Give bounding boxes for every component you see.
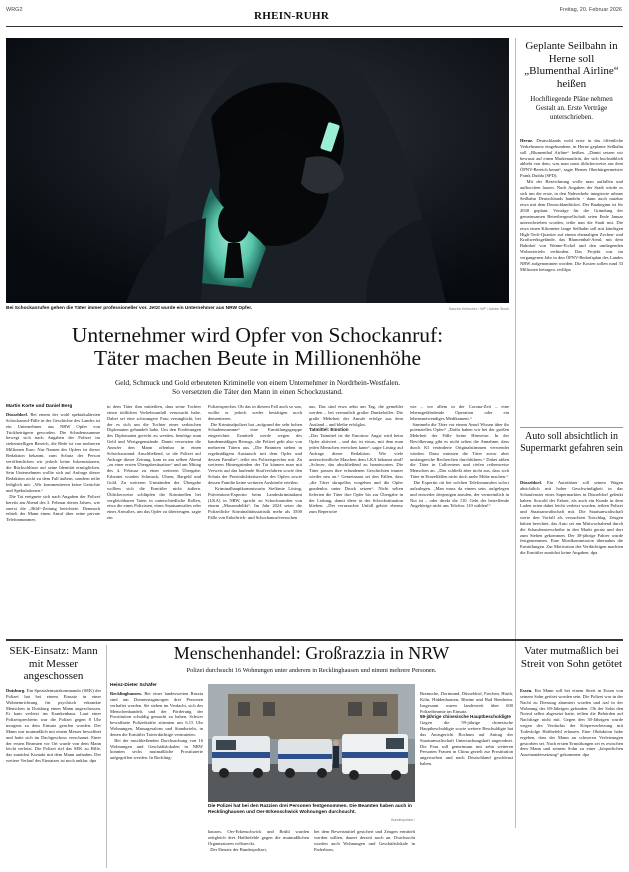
- main-col-1: Düsseldorf. Bei einem der wohl spektakulärsten Schockanruf-Fälle in der Geschichte des Landes ist ein Unternehmer aus NRW Opfer von Trickbetrügern geworden. Die Schadenssumme bewegt sich nach Angaben der Polizei im siebenstelligen Bereich, die Rede ist von mehreren Millionen Euro. Nur Namen des Opfers ist dieser Redaktion bekannt, zum Schutz der Person veröffentlichen wir jedoch keine Informationen, die Rückschlüsse auf seine Identität ermöglichen. Sein Unternehmen wollte sich auf Anfrage dieser Redaktion nicht zu dem Fall äußern, sondern teilte lediglich mit: „Wir kommentieren keine Gerüchte und Spekulationen.“ Die Tat ereignete sich nach Angaben der Polizei bereits am Abend des 3. Februar dieses Jahres, wie zuerst die „Bild“-Zeitung berichtete. Demnach erhielt der Mann einen Anruf über seine private Telefonnummer,: [6, 412, 100, 523]
- seilbahn-headline: Geplante Seilbahn in Herne soll „Blumenthal Airline“ heißen: [524, 40, 619, 90]
- razzia-photo-caption: Die Polizei hat bei den Razzien drei Personen festgenommen. Die Beamten haben auch in Recklinghausen und Oer-Erkenschwick Wohnungen durchsucht.: [208, 804, 412, 816]
- supermarket-headline: Auto soll absichtlich in Supermarkt gefahren sein: [520, 431, 623, 454]
- razzia-byline: Heinz-Dieter Schäfer: [110, 683, 157, 688]
- sidebar-divider: [515, 38, 516, 828]
- police-vans-illustration: [208, 684, 415, 802]
- bottom-rule: [6, 639, 623, 641]
- main-subhead: Geld, Schmuck und Gold erbeuteten Kriminelle von einem Unternehmer in Nordrhein-Westfalen. So versetzten die Täter den Mann in einen Schockzustand.: [114, 378, 401, 397]
- sidebar-rule: [520, 427, 623, 428]
- main-col-3: Polizeisprecher. Ob das in diesem Fall auch so war, wollte er jedoch weder bestätigen noch dementieren. Die Kriminalpolizei hat „aufgrund der sehr hohen Schadenssumme“ eine Ermittlungsgruppe eingerichtet. Ermittelt werde wegen des bandenmäßigen Betrugs, die Polizei geht also von mehreren Tätern aus. „Die Beamten stehen in regelmäßigem Austausch mit dem Opfer und dessen Familie“, teilte ein Polizeisprecher mit. Zu weiteren Hintergründen der Tat können man mit Verweis auf das laufende Strafverfahren sowie den Schutz der Persönlichkeitsrechte des Opfers sowie dessen Familie keine weiteren Auskünfte erteilen. Kriminalhauptkommissarin Steffanie Lösing, Präventions-Expertin beim Landeskriminalamt (LKA) in NRW, spricht zu Schockanrufen von einem „Massendelikt“. Im Jahr 2024 seien die Polizeiliche Kriminalitätsstatistik mehr als 3500 Fälle von Enkeltrick- und Schockanrufversuchen: [208, 404, 302, 521]
- seilbahn-subhead: Hochfliegende Pläne nehmen Gestalt an. Erste Verträge unterschrieben.: [530, 95, 613, 121]
- photo-caption: Bei Schockanrufen gehen die Täter immer professioneller vor. Jetzt wurde ein Unternehmer aus NRW Opfer.: [6, 306, 253, 311]
- razzia-col-3: bei dem Beweismittel gesichert und Zeugen ermittelt werden sollten, dauert derzeit noch an. Durchsucht wurden auch Wohnungen und Geschäftslokale in Paderborn,: [314, 829, 415, 852]
- hero-photo: [6, 38, 509, 303]
- supermarket-body: Düsseldorf. Ein Autofahrer soll seinen Wagen absichtlich mit hoher Geschwindigkeit in das Schaufenster eines Supermarktes in Düsseldorf gelenkt haben. Sowohl der Fahrer, als auch ein Kunde in dem Laden seien dabei leicht verletzt worden, teilten Polizei und Staatsanwaltschaft mit. Die Staatsanwaltschaft werte den Vorfall als versuchten Totschlag. Zeugen hätten berichtet, das Auto sei am Mittwochabend durch die Schaufensterscheibe in den Markt gerast und dort zum Stehen gekommen. Der 38-jährige Fahrer wurde festgenommen. Eine Mordkommission übernahm die Ermittlungen. Zur Motivation des Verdächtigen machten die Ermittler zunächst keine Angaben. dpa: [520, 480, 623, 556]
- sek-headline: SEK-Einsatz: Mann mit Messer angeschossen: [9, 645, 98, 682]
- father-headline: Vater mutmaßlich bei Streit von Sohn getötet: [520, 645, 623, 670]
- main-col-2: in dem Täter ihm mitteilten, dass seine Tochter einen tödlichen Verkehrsunfall verursacht habe. Dabei sei eine schwangere Frau verunglückt, bei der es sich um die Tochter eines serbischen Diplomaten gehandelt habe. Um den Forderungen des Diplomaten gerecht zu werden, benötige man Geld und Wertgegenstände. Damit versetzten die Anrufer den Mann offenbar in einen Schockzustand. Anschließend, so die Polizei auf Anfrage dieser Zeitung, kam es am selben Abend „zu einer ersten Übergabesituation“ und am Mittag des 4. Februar zu einer weiteren Übergabe. Erbeutet wurden Schmuck, Uhren, Bargeld und Gold. Zu weiteren Umständen der Übergabe wollten sich die Ermittler nicht äußern. Üblicherweise schlüpfen die Kriminellen bei vergleichbaren Taten in unterschiedliche Rollen, etwa die eines Polizisten, eines Staatsanwaltes oder eines Anwaltes, um das Opfer zu überzeugen, sagte ein: [107, 404, 201, 521]
- razzia-subhead: Polizei durchsucht 16 Wohnungen unter anderem in Recklinghausen und nimmt mehrere Personen.: [186, 667, 437, 674]
- main-col-5: wie – vor allem in der Corona-Zeit – eine lebensgefährdende Operation oder ein lebensnotwendiges Medikament.“ Sammeln die Täter vor einem Anruf Wissen über ihr potenzielles Opfer? „Dafür haben wir bei der großen Mehrheit der Fälle keine Hinweise. In der Bevölkerung gibt es nicht selten die Annahme, dass durch KI veränderte Originalstimmen verwendet würden. Dazu müssten die Täter zuvor aber umfangreiche Recherchen durchführen.“ Dabei säßen die Täter in Callcentern und riefen reihenweise Menschen an. „Das schließt aber nicht aus, dass sich Täter in Einzelfällen nicht doch mehr Mühe machen.“ Die Expertin rät bei solchen Telefonanrufen sofort aufzulegen. „Man muss da einem sein, aufgelegen und entweder denjenigen anrufen, der vermeintlich in Not ist – oder direkt die 110. Geht der betreffende Angehörige nicht ans Telefon: 110 wählen!“: [410, 404, 509, 509]
- razzia-col-1: Recklinghausen. Bei einer landesweiten Razzia sind am Donnerstagmorgen drei Personen verhaftet worden. Sie stehen im Verdacht, sich des Menschenhandels und der Förderung der Prostitution schuldig gemacht zu haben. Schwer bewaffnete Polizeikräfte stürmten um 6.15 Uhr Wohnungen, Massagesalons und Standorteln, in denen die Ermittler Tatverdächtige vermuteten. Bei der anschließenden Durchsuchung von 16 Wohnungen und Geschäftslokalen in NRW konnten sechs mutmaßliche Prostituierte aufgegriffen werden. In Reckling-: [110, 691, 203, 761]
- sek-body: Duisburg. Ein Spezialeinsatzkommando (SEK) der Polizei hat bei einem Einsatz in einer Wohneinrichtung für psychisch erkrankte Menschen in Duisburg einen Mann angeschossen. Er kam verletzt ins Krankenhaus. Laut einer Polizeisprecherin war die Polizei gegen 8 Uhr morgens zu dem Einsatz gerufen worden. Der Mann war mutmaßlich mit einem Messer bewaffnet und hatte sich im Dachgeschoss verschanzt. Einer der ersten Beamten vor Ort wurde von dem Mann leicht verletzt. Die Polizei rief das SEK zu Hilfe, das zunächst Kontakt mit dem Mann aufnahm. Der weitere Verlauf des Einsatzes ist noch unklar. dpa: [6, 688, 101, 764]
- date: Freitag, 20. Februar 2026: [559, 7, 622, 13]
- father-body: Essen. Ein Mann soll bei einem Streit in Essen von seinem Sohn getötet worden sein. Die Polizei war in der Nacht zu Dienstag alarmiert worden und traf in der Wohnung des 69-Jährigen gefunden. Ob der Sohn den Notruf selbst abgesetzt hatte, teilten die Behörden auf Nachfrage nicht mit. Gegen den 30-Jährigen wurde wegen des Verdachts der Körperverletzung mit Todesfolge Haftbefehl erlassen. Eine Obduktion habe ergeben, dass der Mann an schweren Verletzungen gestorben sei. Nach ersten Ermittlungen sei es zwischen dem Mann und seinem Sohn zu einer „körperlichen Auseinandersetzung“ gekommen. dpa: [520, 688, 623, 758]
- section-title: RHEIN-RUHR: [254, 10, 330, 22]
- page-code: WRG2: [6, 7, 23, 13]
- razzia-photo: [208, 684, 415, 802]
- main-col-4: aus. Das sind etwa zehn am Tag, die gemeldet werden – bei vermutlich großer Dunkelziffer. Die große Mehrheit der Anrufe erfolge aus dem Ausland – und bleibe erfolglos. Tatmittel: Emotion „Das Tatmittel ist die Emotion: Angst wird beim Opfer aktiviert – und das ist etwas, mit dem man jeden Menschen erreichen kann“, sagte Lösing auf Anfrage dieser Redaktion. Wie viele unterschiedliche Maschen dem LKA bekannt sind? „Schwer, das abschließend zu beantworten. Die Täter passen ihre erfundenen Geschichten immer wieder neu an.“ Gemeinsam sei den Fällen, dass „die Täter skrupellos vorgehen und die Opfer gnadenlos unter Druck setzen“. Nicht selten lieferten die Täter ihre Opfer bis zur Übergabe in der Leitung, damit diese in der Schockstituation blieben. „Der verursachte Unfall gehört ebenso zum Repertoire: [309, 404, 403, 515]
- razzia-col-2: hausen, Oer-Erkenschwick und Brühl wurden zeitgleich drei Haftbefehle gegen die mutmaßlichen Organisatoren vollstreckt. Der Einsatz der Bundespolizei,: [208, 829, 309, 852]
- seilbahn-body: Herne. Deutschlands wohl erste in das öffentliche Verkehrsnetz eingebundene, in Herne geplante Seilbahn soll „Blumenthal Airline“ heißen. „Damit setzen wir bewusst auf einen Markenauftritt, der sich buchstäblich abhebt von dem, was man sonst üblicherweise aus dem ÖPNV-Bereich kennt“, sagte Hernes Oberbürgermeister Frank Dudda (SPD). Mit der Bezeichnung wolle man auffallen und aufhorchen lassen. Nach Angaben der Stadt würde es sich um die erste, in den Nahverkehr integrierte urbane Seilbahn Deutschlands handeln - dann auch nutzbar etwa mit dem Deutschlandticket. Der Baubeginn ist für 2030 geplant. Verträge für die Gründung der gemeinsamen Betreibergesellschaft seien Ende Januar unterschrieben worden, teilte nun die Stadt mit. Die etwa einen Kilometer lange Seilbahn soll mit künftigen High-Tech-Quartier auf einem ehemaligen Zechen- und Kraftwerksgelände, das Blumenthal-Areal, mit dem Bahnhof von Wanne-Eickel und den umliegenden Wohnvierteln verbinden. Das Projekt war im vergangenen Jahr in den ÖPNV-Bedarfsplan des Landes NRW aufgenommen worden. Die Kosten sollen rund 33 Millionen betragen. red/dpa: [520, 138, 623, 272]
- razzia-photo-credit: Bundespolizei /: [391, 818, 415, 822]
- razzia-col-4: Bramsche, Dortmund, Düsseldorf, Frechen, Hürth, Köln, Hiddenhausen, Rheine und Bad Bentheim. Insgesamt waren landesweit über 600 Polizeibeamte im Einsatz. 59-jährige chinesische Hauptbeschuldigte Gegen die 59-jährige chinesische Hauptbeschuldigte sowie weitere Beschuldigte hat das Amtsgericht Bochum auf Antrag der Staatsanwaltschaft Untersuchungshaft angeordnet. Die Frau soll gemeinsam mit zehn weiteren Personen Frauen in China gezielt zur Prostitution angeworben und nach Deutschland geschleust haben.: [420, 691, 513, 767]
- sek-divider: [106, 645, 107, 868]
- header-rule: [6, 26, 623, 27]
- main-byline: Martin Korte und Daniel Berg: [6, 404, 73, 409]
- photo-credit: Sascha Kertscher / WP / Adobe Stock: [448, 307, 509, 311]
- razzia-headline: Menschenhandel: Großrazzia in NRW: [173, 643, 450, 663]
- main-headline: Unternehmer wird Opfer von Schockanruf: Täter machen Beute in Millionenhöhe: [71, 323, 444, 370]
- hooded-figure-illustration: [6, 38, 509, 303]
